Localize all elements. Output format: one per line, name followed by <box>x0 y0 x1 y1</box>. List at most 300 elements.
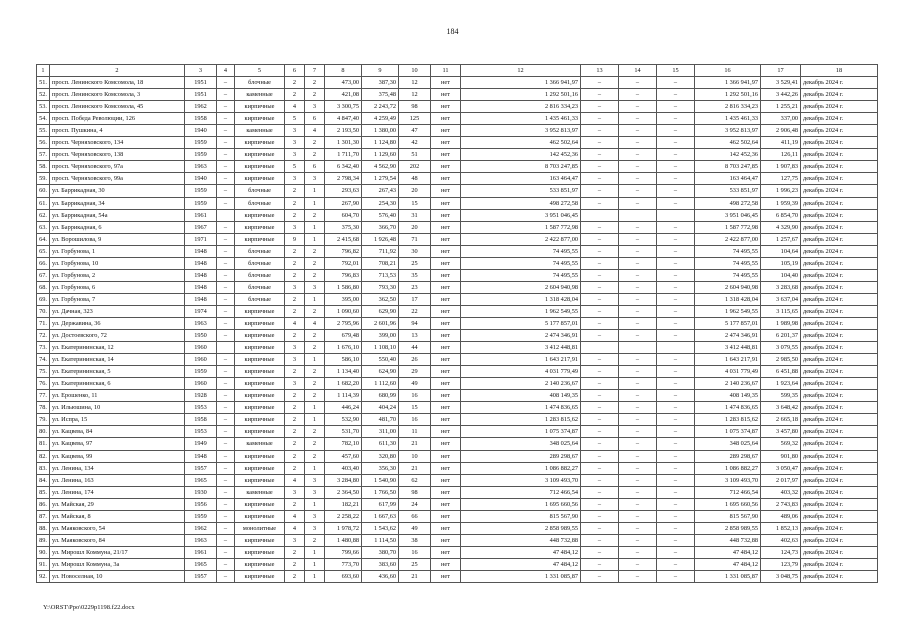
table-cell: декабрь 2024 г. <box>801 558 878 570</box>
table-cell: 311,00 <box>362 426 399 438</box>
table-cell: 4 259,49 <box>362 113 399 125</box>
table-cell: 74 495,55 <box>695 269 761 281</box>
table-cell: 599,35 <box>761 390 801 402</box>
table-cell: 83. <box>37 462 50 474</box>
table-row <box>37 450 878 462</box>
table-cell: 4 <box>285 317 305 329</box>
table-cell: нет <box>431 221 461 233</box>
table-cell: 402,63 <box>761 534 801 546</box>
table-cell: просп. Черняховского, 134 <box>50 137 185 149</box>
table-cell: кирпичные <box>235 113 285 125</box>
table-cell: 4 847,40 <box>325 113 362 125</box>
table-cell: 348 025,64 <box>461 438 581 450</box>
table-cell: 1 301,30 <box>325 137 362 149</box>
table-cell: нет <box>431 257 461 269</box>
table-cell: 10 <box>399 450 431 462</box>
table-cell: нет <box>431 149 461 161</box>
table-cell: кирпичные <box>235 534 285 546</box>
header-cell: 4 <box>217 65 235 77</box>
table-cell: 1 <box>305 498 325 510</box>
table-cell: – <box>217 113 235 125</box>
table-cell: кирпичные <box>235 450 285 462</box>
table-cell: 2 422 877,00 <box>461 233 581 245</box>
header-cell: 6 <box>285 65 305 77</box>
table-cell: 1 435 461,33 <box>461 113 581 125</box>
table-cell: ул. Испра, 15 <box>50 414 185 426</box>
table-cell: – <box>657 137 695 149</box>
table-cell: 404,24 <box>362 402 399 414</box>
table-cell: – <box>619 293 657 305</box>
table-cell: 2 <box>305 209 325 221</box>
table-cell: 1 318 428,04 <box>695 293 761 305</box>
table-cell: кирпичные <box>235 366 285 378</box>
table-cell: – <box>619 510 657 522</box>
table-cell <box>657 342 695 354</box>
table-cell: ул. Ерошенко, 11 <box>50 390 185 402</box>
table-cell <box>581 342 619 354</box>
header-cell: 3 <box>185 65 217 77</box>
table-cell: 2 816 334,23 <box>695 101 761 113</box>
table-cell: 1 255,21 <box>761 101 801 113</box>
table-cell: – <box>657 354 695 366</box>
table-cell: 3 <box>285 378 305 390</box>
table-row <box>37 390 878 402</box>
table-cell: 64. <box>37 233 50 245</box>
table-row <box>37 317 878 329</box>
table-cell: 1940 <box>185 125 217 137</box>
table-row <box>37 221 878 233</box>
table-cell: 61. <box>37 197 50 209</box>
table-cell: – <box>581 197 619 209</box>
table-cell: 586,10 <box>325 354 362 366</box>
table-cell: 1 075 374,87 <box>695 426 761 438</box>
header-row <box>37 65 878 77</box>
table-cell: – <box>581 257 619 269</box>
table-cell: 1 711,70 <box>325 149 362 161</box>
table-cell: декабрь 2024 г. <box>801 438 878 450</box>
table-cell: – <box>217 546 235 558</box>
table-row <box>37 378 878 390</box>
table-cell <box>657 209 695 221</box>
table-cell: 5 177 857,01 <box>695 317 761 329</box>
table-cell: нет <box>431 390 461 402</box>
table-cell: 1948 <box>185 245 217 257</box>
table-cell: 711,92 <box>362 245 399 257</box>
table-cell: каменные <box>235 486 285 498</box>
table-row <box>37 305 878 317</box>
table-cell: 2 <box>285 450 305 462</box>
table-cell: 124,73 <box>761 546 801 558</box>
table-cell: просп. Пушкина, 4 <box>50 125 185 137</box>
table-cell: 8 703 247,85 <box>461 161 581 173</box>
table-cell: – <box>581 173 619 185</box>
table-cell: – <box>581 354 619 366</box>
table-cell: 2 858 989,55 <box>695 522 761 534</box>
table-row <box>37 462 878 474</box>
table-cell: – <box>217 149 235 161</box>
table-cell: – <box>581 330 619 342</box>
table-cell: 267,90 <box>325 197 362 209</box>
table-cell: 1962 <box>185 522 217 534</box>
table-cell: – <box>619 245 657 257</box>
table-cell: 2 604 940,98 <box>461 281 581 293</box>
table-cell: 1 366 941,97 <box>461 77 581 89</box>
table-cell: декабрь 2024 г. <box>801 354 878 366</box>
table-cell: 2 665,18 <box>761 414 801 426</box>
table-cell: 2 <box>285 305 305 317</box>
table-cell: 1951 <box>185 77 217 89</box>
table-cell: 1963 <box>185 534 217 546</box>
table-cell: 815 567,90 <box>461 510 581 522</box>
table-cell: 421,08 <box>325 89 362 101</box>
table-cell: декабрь 2024 г. <box>801 570 878 582</box>
table-cell: 3 952 813,97 <box>461 125 581 137</box>
table-cell: – <box>657 185 695 197</box>
table-cell: – <box>657 366 695 378</box>
table-cell: 71 <box>399 233 431 245</box>
table-cell: – <box>619 414 657 426</box>
table-cell: 337,00 <box>761 113 801 125</box>
table-cell: 1949 <box>185 438 217 450</box>
table-cell <box>217 342 235 354</box>
table-cell: 2 <box>285 546 305 558</box>
table-cell: – <box>619 450 657 462</box>
table-cell: 86. <box>37 498 50 510</box>
table-row <box>37 342 878 354</box>
table-cell: 51. <box>37 77 50 89</box>
table-cell: просп. Ленинского Комсомола, 18 <box>50 77 185 89</box>
table-cell: 3 300,75 <box>325 101 362 113</box>
table-cell: – <box>217 462 235 474</box>
table-cell: 448 732,88 <box>461 534 581 546</box>
table-cell: 38 <box>399 534 431 546</box>
table-cell: 104,40 <box>761 269 801 281</box>
table-cell: блочные <box>235 281 285 293</box>
table-cell: 127,75 <box>761 173 801 185</box>
table-row <box>37 330 878 342</box>
table-cell: – <box>581 438 619 450</box>
table-cell: декабрь 2024 г. <box>801 402 878 414</box>
table-cell: 2 858 989,55 <box>461 522 581 534</box>
table-cell: 2 <box>285 390 305 402</box>
table-cell: – <box>657 161 695 173</box>
table-cell: 2 <box>305 426 325 438</box>
table-cell: – <box>619 330 657 342</box>
table-cell: 84. <box>37 474 50 486</box>
table-cell: 1 923,64 <box>761 378 801 390</box>
table-cell: 1 480,88 <box>325 534 362 546</box>
table-cell: – <box>217 101 235 113</box>
table-cell: – <box>217 534 235 546</box>
table-cell: декабрь 2024 г. <box>801 426 878 438</box>
table-cell: – <box>581 101 619 113</box>
table-cell: – <box>581 161 619 173</box>
table-cell: каменные <box>235 89 285 101</box>
table-cell: декабрь 2024 г. <box>801 209 878 221</box>
table-cell: – <box>619 137 657 149</box>
table-cell: просп. Черняховского, 99а <box>50 173 185 185</box>
table-row <box>37 498 878 510</box>
table-cell: – <box>619 462 657 474</box>
table-row <box>37 209 878 221</box>
table-cell: 1948 <box>185 257 217 269</box>
table-cell: 29 <box>399 366 431 378</box>
table-cell: – <box>581 293 619 305</box>
table-cell: – <box>581 221 619 233</box>
table-cell: 3 050,47 <box>761 462 801 474</box>
table-cell: – <box>657 426 695 438</box>
header-cell: 16 <box>695 65 761 77</box>
table-cell: 2 816 334,23 <box>461 101 581 113</box>
table-cell: каменные <box>235 125 285 137</box>
table-cell: 163 464,47 <box>695 173 761 185</box>
table-cell: 25 <box>399 257 431 269</box>
table-cell: 792,01 <box>325 257 362 269</box>
table-cell: – <box>581 269 619 281</box>
table-cell: – <box>581 570 619 582</box>
table-cell: 31 <box>399 209 431 221</box>
header-cell: 13 <box>581 65 619 77</box>
table-cell: 408 149,35 <box>461 390 581 402</box>
table-cell: 74 495,55 <box>695 257 761 269</box>
table-cell: – <box>619 269 657 281</box>
table-cell: декабрь 2024 г. <box>801 137 878 149</box>
table-cell: 403,32 <box>761 486 801 498</box>
table-cell: 2 <box>285 414 305 426</box>
table-cell <box>619 209 657 221</box>
table-cell: 1 667,63 <box>362 510 399 522</box>
table-cell: 1 586,80 <box>325 281 362 293</box>
table-cell: 362,50 <box>362 293 399 305</box>
table-cell: 796,82 <box>325 245 362 257</box>
table-cell: – <box>657 77 695 89</box>
table-cell: нет <box>431 185 461 197</box>
table-row <box>37 245 878 257</box>
table-cell: блочные <box>235 293 285 305</box>
header-cell: 2 <box>50 65 185 77</box>
table-cell: 1 978,72 <box>325 522 362 534</box>
table-cell: 1 134,40 <box>325 366 362 378</box>
table-cell: ул. Горбунова, 2 <box>50 269 185 281</box>
table-cell: 462 502,64 <box>461 137 581 149</box>
table-cell: 624,90 <box>362 366 399 378</box>
table-cell: 4 <box>285 101 305 113</box>
table-cell: 23 <box>399 281 431 293</box>
table-cell: 56. <box>37 137 50 149</box>
table-cell: 708,21 <box>362 257 399 269</box>
table-cell: 1940 <box>185 173 217 185</box>
table-cell: 2 <box>305 269 325 281</box>
table-cell: – <box>657 558 695 570</box>
table-cell: 375,30 <box>325 221 362 233</box>
table-cell: 98 <box>399 486 431 498</box>
table-cell: нет <box>431 462 461 474</box>
table-cell: нет <box>431 101 461 113</box>
table-cell: 1959 <box>185 149 217 161</box>
table-cell: кирпичные <box>235 414 285 426</box>
table-cell: – <box>619 233 657 245</box>
file-path: Y:\ORST\Ppo\0229p1198.f22.docx <box>43 604 135 611</box>
table-cell: 70. <box>37 305 50 317</box>
table-cell: 3 <box>305 281 325 293</box>
table-cell: 2 <box>285 498 305 510</box>
table-cell: 2 906,48 <box>761 125 801 137</box>
table-row <box>37 257 878 269</box>
table-cell: кирпичные <box>235 149 285 161</box>
table-cell: 58. <box>37 161 50 173</box>
table-cell: 2 604 940,98 <box>695 281 761 293</box>
table-cell: кирпичные <box>235 378 285 390</box>
table-cell: 65. <box>37 245 50 257</box>
table-cell: ул. Екатерининская, 6 <box>50 378 185 390</box>
table-cell: 2 <box>285 269 305 281</box>
header-cell: 14 <box>619 65 657 77</box>
table-cell: декабрь 2024 г. <box>801 89 878 101</box>
table-cell: – <box>619 89 657 101</box>
table-cell: 2 <box>305 342 325 354</box>
table-cell: декабрь 2024 г. <box>801 474 878 486</box>
table-cell: декабрь 2024 г. <box>801 546 878 558</box>
table-cell: – <box>581 390 619 402</box>
table-cell: 89. <box>37 534 50 546</box>
table-cell: 66 <box>399 510 431 522</box>
table-cell: 2 <box>305 378 325 390</box>
table-cell: 6 <box>305 113 325 125</box>
table-cell: – <box>217 414 235 426</box>
table-cell: 2 <box>305 77 325 89</box>
table-cell: – <box>217 570 235 582</box>
table-cell: – <box>217 125 235 137</box>
table-cell: – <box>581 474 619 486</box>
table-cell: – <box>581 137 619 149</box>
table-cell: кирпичные <box>235 233 285 245</box>
table-cell: нет <box>431 137 461 149</box>
table-cell: – <box>581 486 619 498</box>
table-cell: – <box>657 257 695 269</box>
table-cell: – <box>581 185 619 197</box>
table-cell: – <box>657 233 695 245</box>
table-cell: нет <box>431 293 461 305</box>
table-cell: – <box>581 89 619 101</box>
table-cell: 57. <box>37 149 50 161</box>
table-cell: ул. Екатерининская, 5 <box>50 366 185 378</box>
table-cell: 320,80 <box>362 450 399 462</box>
table-cell: ул. Екатерининская, 12 <box>50 342 185 354</box>
table-cell: 1960 <box>185 342 217 354</box>
table-cell: декабрь 2024 г. <box>801 293 878 305</box>
table-cell: 1928 <box>185 390 217 402</box>
table-cell: – <box>619 257 657 269</box>
table-cell: 1948 <box>185 293 217 305</box>
table-cell: 3 951 046,45 <box>695 209 761 221</box>
table-cell: 411,19 <box>761 137 801 149</box>
table-cell: нет <box>431 546 461 558</box>
table-cell: – <box>217 77 235 89</box>
table-cell: декабрь 2024 г. <box>801 125 878 137</box>
table-cell: – <box>619 77 657 89</box>
table-cell: декабрь 2024 г. <box>801 197 878 209</box>
table-cell: – <box>217 281 235 293</box>
table-cell: нет <box>431 305 461 317</box>
table-cell: 2 <box>305 89 325 101</box>
table-cell: декабрь 2024 г. <box>801 462 878 474</box>
table-cell: 1 695 660,56 <box>695 498 761 510</box>
table-cell: 55. <box>37 125 50 137</box>
table-row <box>37 77 878 89</box>
table-cell: декабрь 2024 г. <box>801 257 878 269</box>
table-cell: – <box>657 245 695 257</box>
table-cell: ул. Кацвева, 97 <box>50 438 185 450</box>
table-cell <box>217 209 235 221</box>
table-cell: – <box>619 149 657 161</box>
table-cell: 1 852,13 <box>761 522 801 534</box>
table-cell: 85. <box>37 486 50 498</box>
table-cell: 448 732,88 <box>695 534 761 546</box>
table-cell: 2 <box>305 137 325 149</box>
table-cell: 1 129,60 <box>362 149 399 161</box>
table-cell: 395,00 <box>325 293 362 305</box>
table-cell: 82. <box>37 450 50 462</box>
table-cell: 1 <box>305 570 325 582</box>
table-cell: 3 <box>285 281 305 293</box>
table-cell: нет <box>431 342 461 354</box>
table-cell: 289 298,67 <box>695 450 761 462</box>
table-cell: 1 <box>305 185 325 197</box>
table-cell: нет <box>431 77 461 89</box>
table-cell: 3 952 813,97 <box>695 125 761 137</box>
table-cell: 3 <box>285 354 305 366</box>
table-cell: 2 <box>305 438 325 450</box>
table-cell: 6 854,70 <box>761 209 801 221</box>
table-cell: 26 <box>399 354 431 366</box>
table-cell: 2 <box>305 366 325 378</box>
table-cell: – <box>619 534 657 546</box>
table-cell: 6 201,37 <box>761 330 801 342</box>
table-cell: 1963 <box>185 317 217 329</box>
table-cell: 2 <box>285 366 305 378</box>
table-cell: 2 <box>285 402 305 414</box>
table-cell: 163 464,47 <box>461 173 581 185</box>
table-cell: 399,00 <box>362 330 399 342</box>
table-cell: 1930 <box>185 486 217 498</box>
table-cell: 2 <box>285 438 305 450</box>
table-row <box>37 185 878 197</box>
table-cell: 62 <box>399 474 431 486</box>
table-cell: кирпичные <box>235 510 285 522</box>
table-row <box>37 426 878 438</box>
table-cell: ул. Мирошл Коммуна, 3а <box>50 558 185 570</box>
table-cell: ул. Майская, 8 <box>50 510 185 522</box>
table-cell: – <box>657 402 695 414</box>
table-cell: 604,70 <box>325 209 362 221</box>
table-cell: 3 648,42 <box>761 402 801 414</box>
table-cell: 3 <box>285 342 305 354</box>
header-cell: 10 <box>399 65 431 77</box>
table-cell: 2 798,34 <box>325 173 362 185</box>
table-cell: 78. <box>37 402 50 414</box>
table-cell: ул. Кацвева, 99 <box>50 450 185 462</box>
table-cell: – <box>217 354 235 366</box>
table-cell: 4 <box>285 474 305 486</box>
table-cell: монолитные <box>235 522 285 534</box>
header-cell: 11 <box>431 65 461 77</box>
table-cell: – <box>657 149 695 161</box>
table-cell: 1959 <box>185 197 217 209</box>
table-cell: – <box>581 498 619 510</box>
housing-register-table <box>36 64 878 583</box>
table-cell: 3 115,65 <box>761 305 801 317</box>
header-cell: 12 <box>461 65 581 77</box>
